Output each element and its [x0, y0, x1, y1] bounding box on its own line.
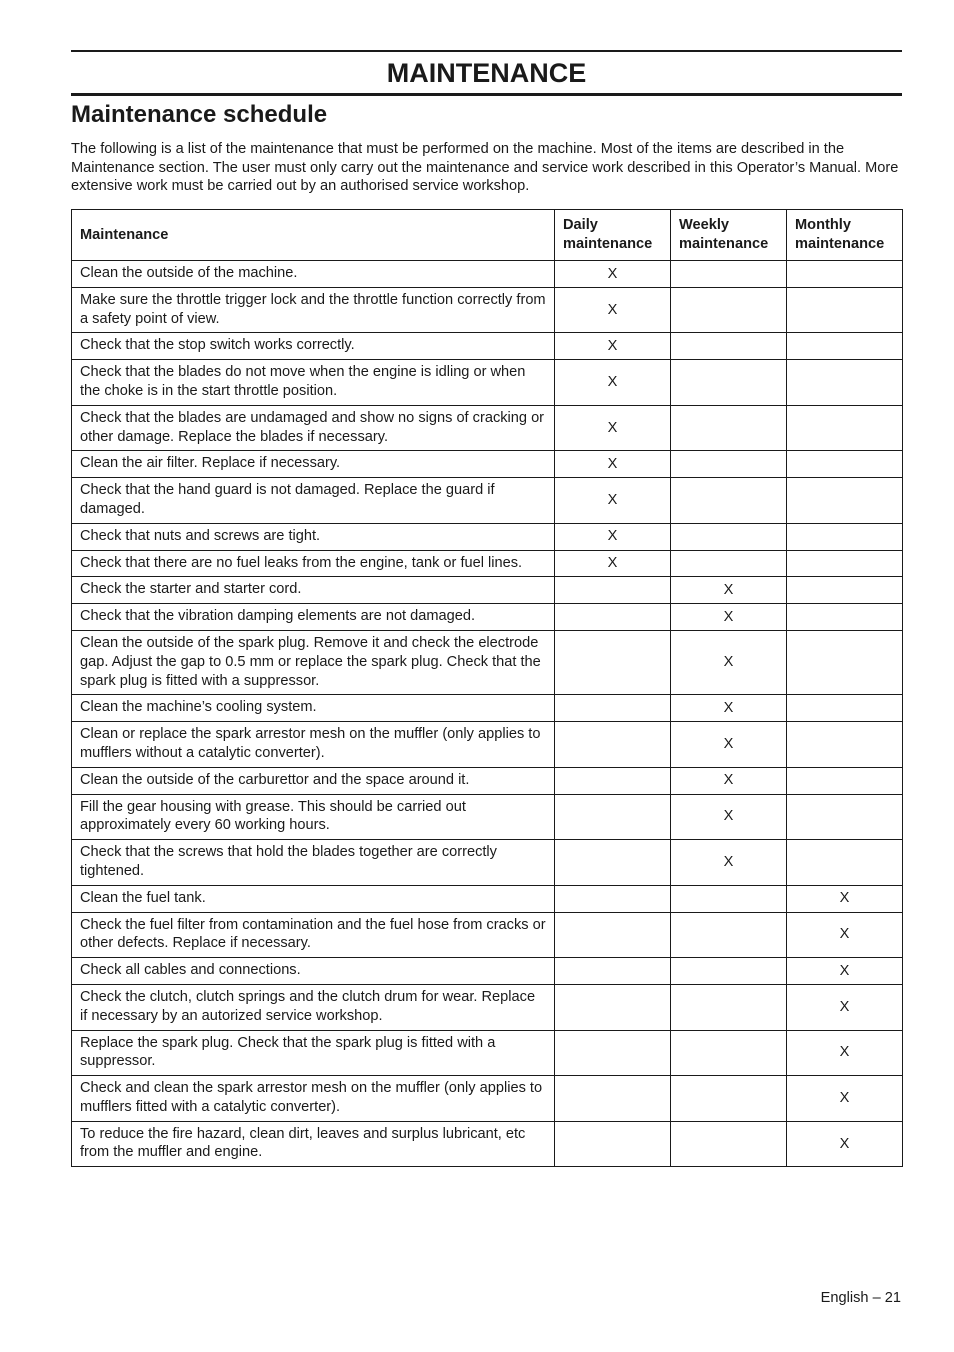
- monthly-cell: X: [787, 984, 903, 1030]
- daily-cell: X: [555, 550, 671, 577]
- table-row: [72, 478, 903, 524]
- daily-cell: [555, 885, 671, 912]
- task-cell: Clean the outside of the carburettor and the space around it.: [72, 767, 555, 794]
- column-header-maintenance: Maintenance: [72, 210, 555, 261]
- table-row: [72, 333, 903, 360]
- table-row: [72, 360, 903, 406]
- table-row: [72, 767, 903, 794]
- weekly-cell: [671, 360, 787, 406]
- task-cell: Check and clean the spark arrestor mesh on the muffler (only applies to mufflers fitted with a catalytic converter).: [72, 1076, 555, 1122]
- daily-cell: [555, 722, 671, 768]
- daily-cell: [555, 912, 671, 958]
- table-row: [72, 1121, 903, 1167]
- table-row: [72, 794, 903, 840]
- daily-cell: [555, 695, 671, 722]
- weekly-cell: [671, 1121, 787, 1167]
- weekly-cell: [671, 451, 787, 478]
- task-cell: Replace the spark plug. Check that the spark plug is fitted with a suppressor.: [72, 1030, 555, 1076]
- table-row: [72, 722, 903, 768]
- weekly-cell: [671, 523, 787, 550]
- daily-cell: X: [555, 478, 671, 524]
- monthly-cell: [787, 722, 903, 768]
- task-cell: Clean the fuel tank.: [72, 885, 555, 912]
- task-cell: Check that the screws that hold the blades together are correctly tightened.: [72, 840, 555, 886]
- weekly-cell: [671, 958, 787, 985]
- daily-cell: X: [555, 261, 671, 288]
- task-cell: Check the clutch, clutch springs and the clutch drum for wear. Replace if necessary by an autorized service workshop.: [72, 984, 555, 1030]
- weekly-cell: [671, 333, 787, 360]
- daily-cell: X: [555, 405, 671, 451]
- task-cell: Clean the machine’s cooling system.: [72, 695, 555, 722]
- maintenance-schedule-table: [71, 209, 903, 1167]
- task-cell: Clean the outside of the spark plug. Remove it and check the electrode gap. Adjust the gap to 0.5 mm or replace the spark plug. Check that the spark plug is fitted with a suppressor.: [72, 630, 555, 694]
- monthly-cell: [787, 478, 903, 524]
- daily-cell: [555, 958, 671, 985]
- table-row: [72, 1076, 903, 1122]
- table-row: [72, 984, 903, 1030]
- table-row: [72, 261, 903, 288]
- monthly-cell: X: [787, 1030, 903, 1076]
- section-title: Maintenance schedule: [71, 101, 328, 128]
- weekly-cell: X: [671, 794, 787, 840]
- table-row: [72, 604, 903, 631]
- weekly-cell: [671, 550, 787, 577]
- header-rule-bottom: [71, 93, 902, 96]
- task-cell: Check the starter and starter cord.: [72, 577, 555, 604]
- task-cell: Check the fuel filter from contamination and the fuel hose from cracks or other defects. Replace if necessary.: [72, 912, 555, 958]
- daily-cell: [555, 984, 671, 1030]
- task-cell: Make sure the throttle trigger lock and the throttle function correctly from a safety point of view.: [72, 287, 555, 333]
- monthly-cell: X: [787, 885, 903, 912]
- daily-cell: [555, 840, 671, 886]
- table-row: [72, 885, 903, 912]
- daily-cell: [555, 767, 671, 794]
- monthly-cell: X: [787, 912, 903, 958]
- daily-cell: X: [555, 451, 671, 478]
- weekly-cell: [671, 1030, 787, 1076]
- table-row: [72, 577, 903, 604]
- weekly-cell: X: [671, 577, 787, 604]
- monthly-cell: [787, 287, 903, 333]
- task-cell: Check that the vibration damping elements are not damaged.: [72, 604, 555, 631]
- weekly-cell: X: [671, 695, 787, 722]
- weekly-cell: [671, 912, 787, 958]
- table-row: [72, 630, 903, 694]
- daily-cell: [555, 604, 671, 631]
- page-number: English – 21: [820, 1290, 901, 1306]
- daily-cell: [555, 1030, 671, 1076]
- weekly-cell: [671, 287, 787, 333]
- daily-cell: X: [555, 360, 671, 406]
- daily-cell: X: [555, 523, 671, 550]
- daily-cell: [555, 1121, 671, 1167]
- task-cell: Check that the stop switch works correctly.: [72, 333, 555, 360]
- task-cell: Check all cables and connections.: [72, 958, 555, 985]
- table-body: [72, 261, 903, 1167]
- task-cell: Check that the blades do not move when the engine is idling or when the choke is in the start throttle position.: [72, 360, 555, 406]
- weekly-cell: X: [671, 604, 787, 631]
- monthly-cell: [787, 577, 903, 604]
- task-cell: Check that nuts and screws are tight.: [72, 523, 555, 550]
- weekly-cell: [671, 261, 787, 288]
- task-cell: Clean the air filter. Replace if necessary.: [72, 451, 555, 478]
- task-cell: Clean the outside of the machine.: [72, 261, 555, 288]
- monthly-cell: [787, 767, 903, 794]
- monthly-cell: [787, 333, 903, 360]
- task-cell: Check that the hand guard is not damaged. Replace the guard if damaged.: [72, 478, 555, 524]
- intro-paragraph: The following is a list of the maintenance that must be performed on the machine. Most of the items are described in the Maintenance section. The user must only carry out the maintenance and service work described in this Operator’s Manual. More extensive work must be carried out by an authorised service workshop.: [71, 141, 899, 195]
- weekly-cell: [671, 478, 787, 524]
- monthly-cell: [787, 630, 903, 694]
- column-header-monthly: Monthly maintenance: [787, 210, 903, 261]
- monthly-cell: [787, 261, 903, 288]
- monthly-cell: [787, 794, 903, 840]
- monthly-cell: [787, 451, 903, 478]
- weekly-cell: X: [671, 840, 787, 886]
- table-row: [72, 287, 903, 333]
- table-row: [72, 912, 903, 958]
- table-row: [72, 523, 903, 550]
- weekly-cell: X: [671, 722, 787, 768]
- column-header-weekly: Weekly maintenance: [671, 210, 787, 261]
- daily-cell: [555, 630, 671, 694]
- task-cell: Check that there are no fuel leaks from the engine, tank or fuel lines.: [72, 550, 555, 577]
- task-cell: Fill the gear housing with grease. This should be carried out approximately every 60 working hours.: [72, 794, 555, 840]
- weekly-cell: [671, 405, 787, 451]
- header-rule-top: [71, 50, 902, 52]
- weekly-cell: [671, 984, 787, 1030]
- task-cell: Clean or replace the spark arrestor mesh on the muffler (only applies to mufflers without a catalytic converter).: [72, 722, 555, 768]
- daily-cell: [555, 577, 671, 604]
- task-cell: To reduce the fire hazard, clean dirt, leaves and surplus lubricant, etc from the muffler and engine.: [72, 1121, 555, 1167]
- table-row: [72, 550, 903, 577]
- monthly-cell: [787, 840, 903, 886]
- table-row: [72, 1030, 903, 1076]
- table-row: [72, 451, 903, 478]
- table-row: [72, 695, 903, 722]
- weekly-cell: X: [671, 767, 787, 794]
- monthly-cell: X: [787, 1076, 903, 1122]
- table-row: [72, 958, 903, 985]
- table-row: [72, 405, 903, 451]
- monthly-cell: [787, 360, 903, 406]
- weekly-cell: X: [671, 630, 787, 694]
- monthly-cell: X: [787, 1121, 903, 1167]
- column-header-daily: Daily maintenance: [555, 210, 671, 261]
- table-header-row: [72, 210, 903, 261]
- monthly-cell: [787, 695, 903, 722]
- chapter-title: MAINTENANCE: [386, 58, 587, 88]
- task-cell: Check that the blades are undamaged and show no signs of cracking or other damage. Replace the blades if necessary.: [72, 405, 555, 451]
- daily-cell: [555, 1076, 671, 1122]
- monthly-cell: [787, 523, 903, 550]
- weekly-cell: [671, 1076, 787, 1122]
- table-row: [72, 840, 903, 886]
- weekly-cell: [671, 885, 787, 912]
- daily-cell: [555, 794, 671, 840]
- monthly-cell: [787, 405, 903, 451]
- daily-cell: X: [555, 287, 671, 333]
- daily-cell: X: [555, 333, 671, 360]
- monthly-cell: X: [787, 958, 903, 985]
- monthly-cell: [787, 604, 903, 631]
- monthly-cell: [787, 550, 903, 577]
